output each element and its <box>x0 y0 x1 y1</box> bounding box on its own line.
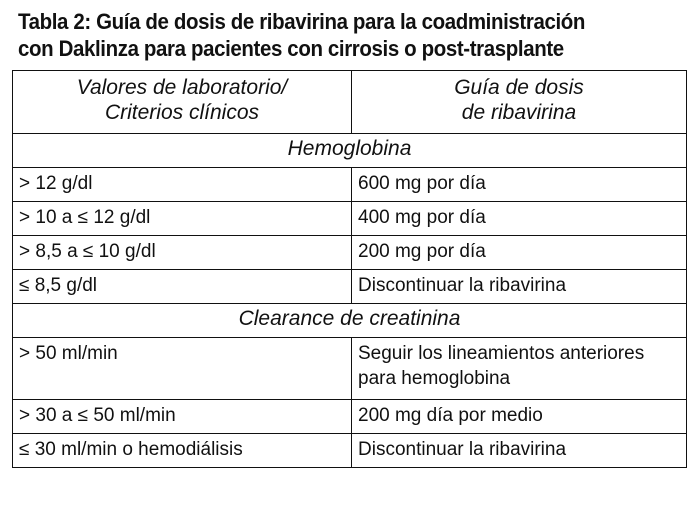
dose-line: para hemoglobina <box>358 368 511 389</box>
header-lab-values <box>13 71 352 134</box>
dose-cell <box>352 338 687 400</box>
table-title-line-2: con Daklinza para pacientes con cirrosis o post-trasplante <box>18 36 564 61</box>
criterion-cell: ≤ 8,5 g/dl <box>13 270 352 304</box>
ribavirin-dose-table <box>12 70 687 468</box>
header-lab-values-line-2: Criterios clínicos <box>104 101 260 124</box>
table-row <box>13 202 687 236</box>
section-row-hemoglobina <box>13 134 687 168</box>
dose-cell: 400 mg por día <box>352 202 687 236</box>
section-label: Clearance de creatinina <box>13 304 687 338</box>
table-row <box>13 338 687 400</box>
table-row <box>13 434 687 468</box>
criterion-cell: > 50 ml/min <box>13 338 352 400</box>
dose-cell: 600 mg por día <box>352 168 687 202</box>
header-dose-guide <box>352 71 687 134</box>
header-lab-values-line-1: Valores de laboratorio/ <box>76 76 288 99</box>
criterion-cell: ≤ 30 ml/min o hemodiálisis <box>13 434 352 468</box>
section-row-clearance <box>13 304 687 338</box>
table-row <box>13 270 687 304</box>
header-dose-guide-line-1: Guía de dosis <box>454 76 584 99</box>
table-title <box>18 8 640 62</box>
header-dose-guide-line-2: de ribavirina <box>461 101 577 124</box>
dose-cell: 200 mg día por medio <box>352 400 687 434</box>
table-row <box>13 400 687 434</box>
criterion-cell: > 10 a ≤ 12 g/dl <box>13 202 352 236</box>
table-title-line-1: Tabla 2: Guía de dosis de ribavirina para la coadministración <box>18 9 586 34</box>
criterion-cell: > 30 a ≤ 50 ml/min <box>13 400 352 434</box>
table-row <box>13 168 687 202</box>
table-row <box>13 236 687 270</box>
dose-cell: 200 mg por día <box>352 236 687 270</box>
criterion-cell: > 12 g/dl <box>13 168 352 202</box>
table-header-row <box>13 71 687 134</box>
dose-line: Seguir los lineamientos anteriores <box>358 343 645 364</box>
dose-cell: Discontinuar la ribavirina <box>352 434 687 468</box>
section-label: Hemoglobina <box>13 134 687 168</box>
dose-cell: Discontinuar la ribavirina <box>352 270 687 304</box>
criterion-cell: > 8,5 a ≤ 10 g/dl <box>13 236 352 270</box>
